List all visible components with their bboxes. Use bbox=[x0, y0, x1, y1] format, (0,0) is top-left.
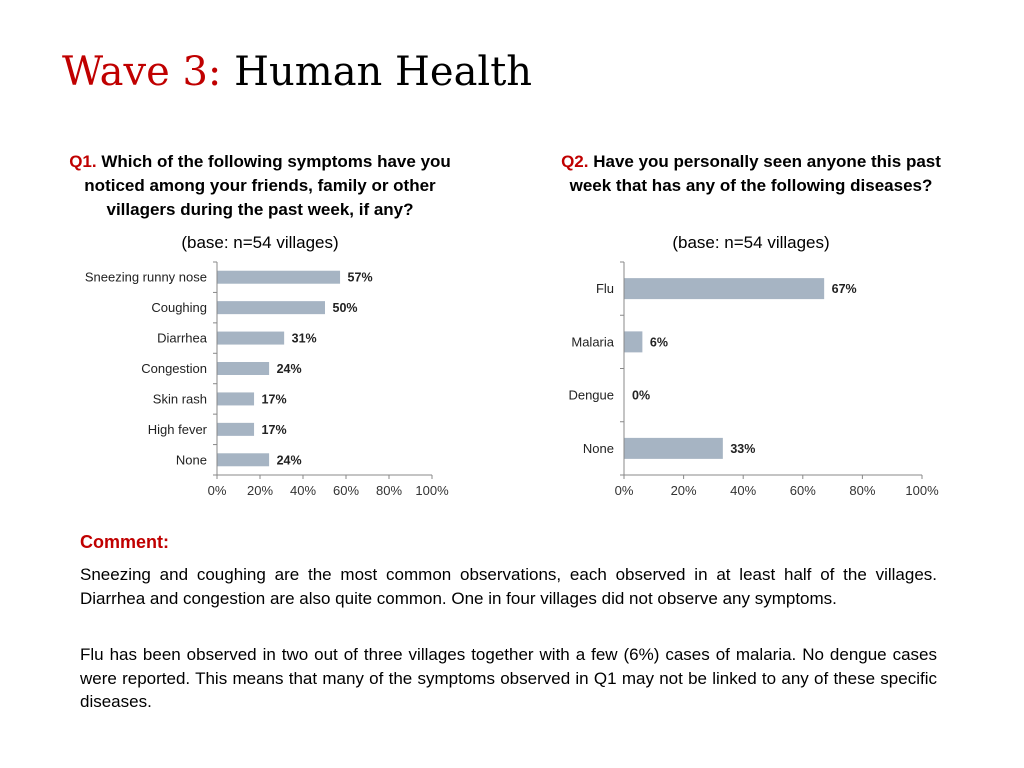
q2-data-label: 0% bbox=[632, 388, 651, 403]
q1-category-label: Skin rash bbox=[152, 391, 207, 407]
q1-category-label: High fever bbox=[147, 421, 207, 437]
q2-x-tick-label: 20% bbox=[670, 483, 697, 498]
q1-bar bbox=[218, 392, 255, 405]
q1-data-label: 24% bbox=[276, 453, 302, 468]
q2-question bbox=[545, 150, 957, 198]
q1-x-tick-label: 0% bbox=[207, 483, 227, 498]
q2-text: Have you personally seen anyone this past week that has any of the following diseases? bbox=[569, 152, 941, 195]
slide-title-main: Human Health bbox=[234, 49, 533, 95]
q2-bar-chart bbox=[540, 258, 960, 513]
q1-category-label: None bbox=[175, 452, 207, 468]
slide-title-prefix: Wave 3: bbox=[62, 49, 222, 95]
q2-chart bbox=[540, 258, 960, 513]
q1-category-label: Diarrhea bbox=[157, 330, 207, 346]
q2-bar bbox=[625, 278, 825, 299]
q1-x-tick-label: 80% bbox=[375, 483, 403, 498]
q1-bar bbox=[218, 271, 341, 284]
q1-x-tick-label: 60% bbox=[332, 483, 360, 498]
q1-question bbox=[50, 150, 470, 222]
q2-data-label: 33% bbox=[730, 441, 756, 456]
q1-bar bbox=[218, 301, 326, 314]
comment-heading: Comment: bbox=[80, 532, 169, 552]
q2-bar bbox=[625, 438, 723, 459]
q1-x-tick-label: 20% bbox=[246, 483, 274, 498]
q2-category-label: Malaria bbox=[571, 334, 614, 350]
q1-category-label: Congestion bbox=[141, 361, 207, 376]
q2-data-label: 67% bbox=[831, 282, 857, 297]
q2-base: (base: n=54 villages) bbox=[672, 233, 830, 252]
q2-x-tick-label: 80% bbox=[849, 483, 876, 498]
q1-bar-chart bbox=[50, 258, 470, 513]
slide-title bbox=[62, 40, 532, 104]
q1-data-label: 50% bbox=[332, 301, 358, 316]
q2-data-label: 6% bbox=[649, 335, 668, 350]
q1-data-label: 17% bbox=[261, 422, 287, 437]
q1-x-tick-label: 100% bbox=[415, 483, 449, 498]
q2-x-tick-label: 60% bbox=[789, 483, 816, 498]
q1-base: (base: n=54 villages) bbox=[181, 233, 339, 252]
q2-category-label: Flu bbox=[595, 281, 614, 297]
q1-number: Q1. bbox=[69, 152, 97, 171]
q1-x-tick-label: 40% bbox=[289, 483, 317, 498]
q2-category-label: Dengue bbox=[568, 387, 614, 403]
q2-x-tick-label: 0% bbox=[614, 483, 634, 498]
q2-number: Q2. bbox=[561, 152, 589, 171]
q1-bar bbox=[218, 362, 270, 375]
q1-chart bbox=[50, 258, 470, 513]
q1-data-label: 31% bbox=[291, 331, 317, 346]
q1-data-label: 17% bbox=[261, 392, 287, 407]
q2-x-tick-label: 100% bbox=[905, 483, 939, 498]
q1-bar bbox=[218, 453, 270, 466]
q2-category-label: None bbox=[582, 440, 614, 456]
q1-bar bbox=[218, 332, 285, 345]
comment-paragraph-1: Sneezing and coughing are the most common observations, each observed in at least half of the villages. Diarrhea and congestion are also quite common. One in four villages did not observe any symptoms. bbox=[80, 565, 937, 608]
q1-category-label: Sneezing runny nose bbox=[84, 269, 207, 285]
q1-category-label: Coughing bbox=[151, 300, 207, 316]
q1-bar bbox=[218, 423, 255, 436]
q2-x-tick-label: 40% bbox=[730, 483, 757, 498]
q1-data-label: 57% bbox=[347, 270, 373, 285]
comment-paragraph-2: Flu has been observed in two out of three villages together with a few (6%) cases of malaria. No dengue cases were reported. This means that many of the symptoms observed in Q1 may not be linked to any of these specific diseases. bbox=[80, 645, 937, 711]
q1-text: Which of the following symptoms have you noticed among your friends, family or other villagers during the past week, if any? bbox=[84, 152, 451, 219]
q1-data-label: 24% bbox=[276, 362, 302, 376]
q2-bar bbox=[625, 331, 643, 352]
